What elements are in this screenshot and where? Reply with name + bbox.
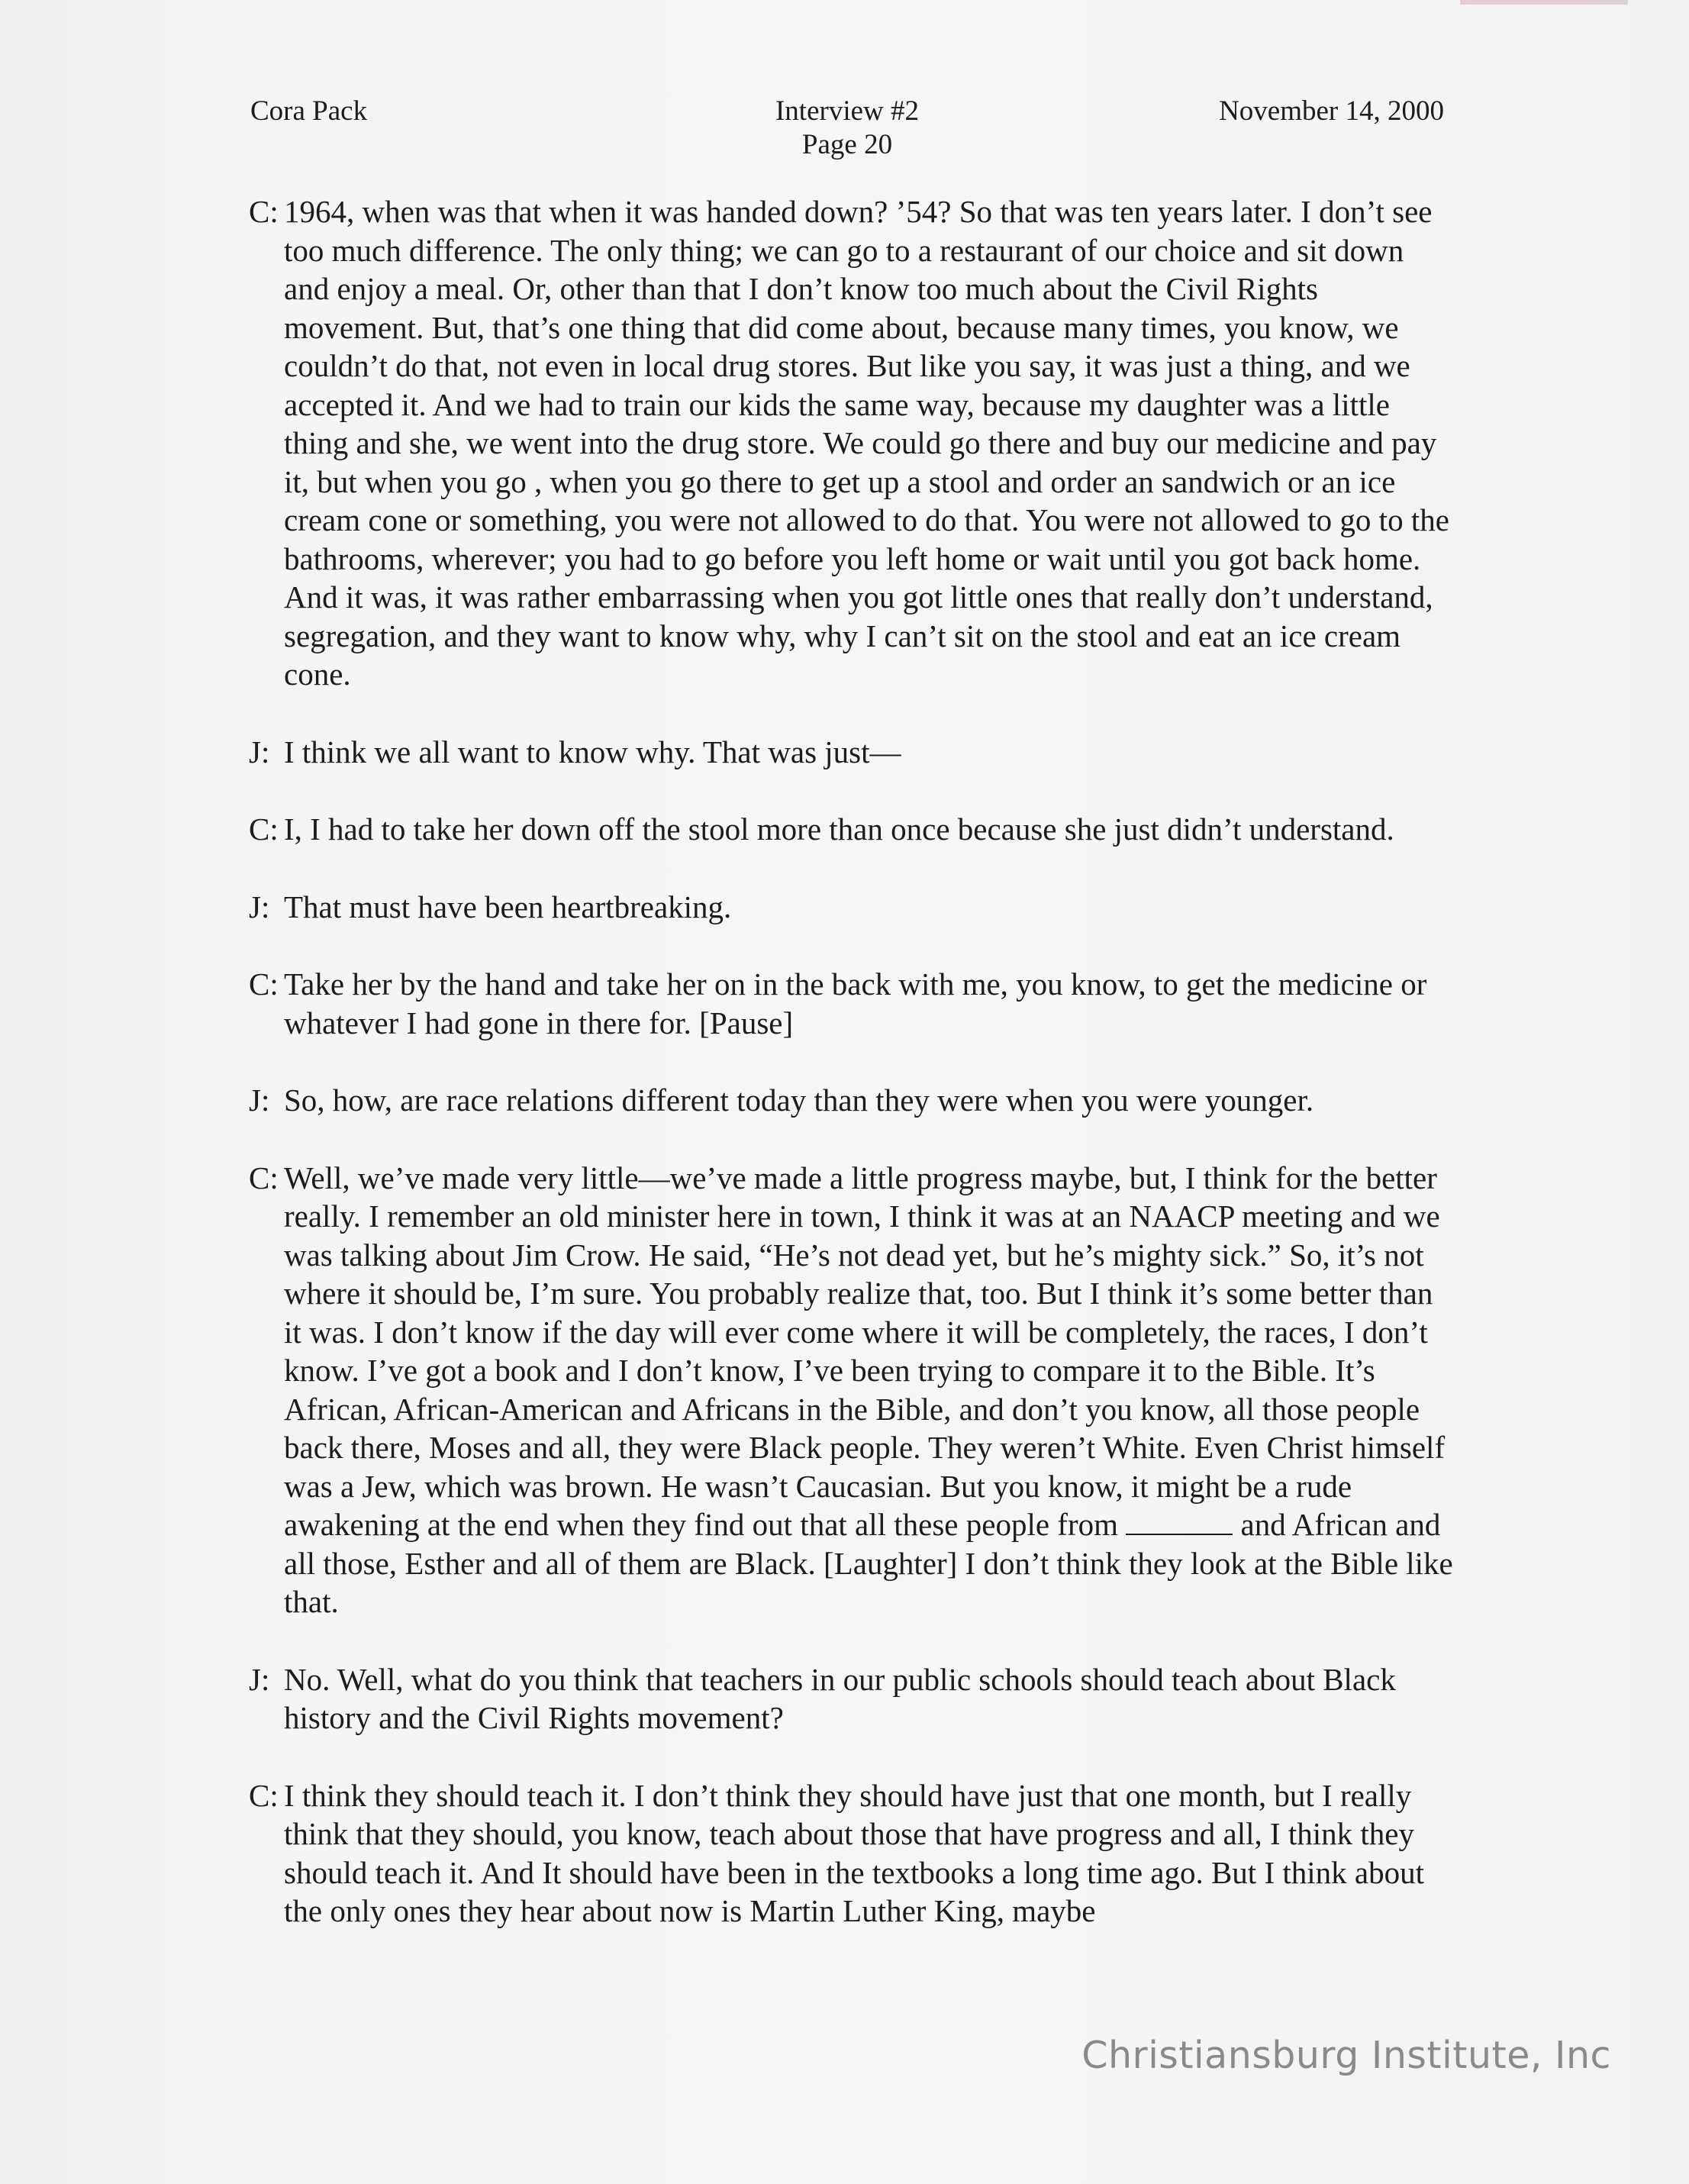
interview-number: Interview #2 — [775, 95, 920, 127]
speech-text: I, I had to take her down off the stool more than once because she just didn’t understand. — [284, 811, 1394, 847]
speaker-label: J: — [249, 1082, 270, 1118]
speech-text: I think we all want to know why. That was just— — [284, 734, 901, 769]
speaker-label: C: — [249, 194, 279, 229]
speech-text-part: Well, we’ve made very little—we’ve made a little progress maybe, but, I think for the better really. I remember an old minister here in town, I think it was at an NAACP meeting and we was talking about Jim Crow. He said, “He’s not dead yet, but he’s mighty sick.” So, it’s not where it should be, I’m sure. You probably realize that, too. But I think it’s some better than it was. I don’t know if the day will ever come where it will be completely, the races, I don’t know. I’ve got a book and I don’t know, I’ve been trying to compare it to the Bible. It’s African, African-American and Africans in the Bible, and don’t you know, all those people back there, Moses and all, they were Black people. They weren’t White. Even Christ himself was a Jew, which was brown. He wasn’t Caucasian. But you know, it might be a rude awakening at the end when they find out that all these people from — [284, 1160, 1446, 1542]
watermark: Christiansburg Institute, Inc — [1081, 2034, 1611, 2077]
speech-text: Take her by the hand and take her on in the back with me, you know, to get the medicine or whatever I had gone in there for. [Pause] — [284, 966, 1427, 1040]
page-number: Page 20 — [801, 129, 893, 160]
transcript-turn — [249, 1081, 1455, 1120]
speaker-label: C: — [249, 811, 279, 847]
interviewee-name: Cora Pack — [250, 95, 368, 127]
speech-text: I think they should teach it. I don’t think they should have just that one month, but I really think that they should, you know, teach about those that have progress and all, I think they should teach it. And It should have been in the textbooks a long time ago. But I think about the only ones they hear about now is Martin Luther King, maybe — [284, 1777, 1424, 1928]
transcript-turn — [249, 810, 1455, 849]
transcript-turn — [249, 1660, 1455, 1737]
page-header — [250, 90, 1444, 166]
speaker-label: J: — [249, 889, 270, 924]
speech-text: So, how, are race relations different today than they were when you were younger. — [284, 1082, 1314, 1118]
speaker-label: J: — [249, 1661, 270, 1697]
speech-text: That must have been heartbreaking. — [284, 889, 732, 924]
transcript-body — [249, 192, 1455, 1969]
transcript-turn — [249, 1159, 1455, 1621]
blank-line — [1126, 1511, 1233, 1535]
speech-text-part: and African and all those, Esther and all of them are Black. [Laughter] I don’t think they look at the Bible like that. — [284, 1507, 1453, 1619]
speech-text — [284, 1159, 1455, 1621]
transcript-turn — [249, 1776, 1455, 1931]
speaker-label: J: — [249, 734, 270, 769]
speech-text: No. Well, what do you think that teachers in our public schools should teach about Black history and the Civil Rights movement? — [284, 1661, 1396, 1735]
page-edge-mark — [1460, 0, 1628, 5]
transcript-turn — [249, 965, 1455, 1042]
speaker-label: C: — [249, 1160, 279, 1195]
speech-text: 1964, when was that when it was handed down? ’54? So that was ten years later. I don’t see too much difference. The only thing; we can go to a restaurant of our choice and sit down and enjoy a meal. Or, other than that I don’t know too much about the Civil Rights movement. But, that’s one thing that did come about, because many times, you know, we couldn’t do that, not even in local drug stores. But like you say, it was just a thing, and we accepted it. And we had to train our kids the same way, because my daughter was a little thing and she, we went into the drug store. We could go there and buy our medicine and pay it, but when you go , when you go there to get up a stool and order an sandwich or an ice cream cone or something, you were not allowed to do that. You were not allowed to go to the bathrooms, wherever; you had to go before you left home or wait until you got back home. And it was, it was rather embarrassing when you got little ones that really don’t understand, segregation, and they want to know why, why I can’t sit on the stool and eat an ice cream cone. — [284, 194, 1449, 692]
transcript-turn — [249, 888, 1455, 927]
transcript-turn — [249, 192, 1455, 694]
interview-date: November 14, 2000 — [1219, 95, 1444, 127]
transcript-turn — [249, 733, 1455, 772]
speaker-label: C: — [249, 1777, 279, 1813]
speaker-label: C: — [249, 966, 279, 1002]
